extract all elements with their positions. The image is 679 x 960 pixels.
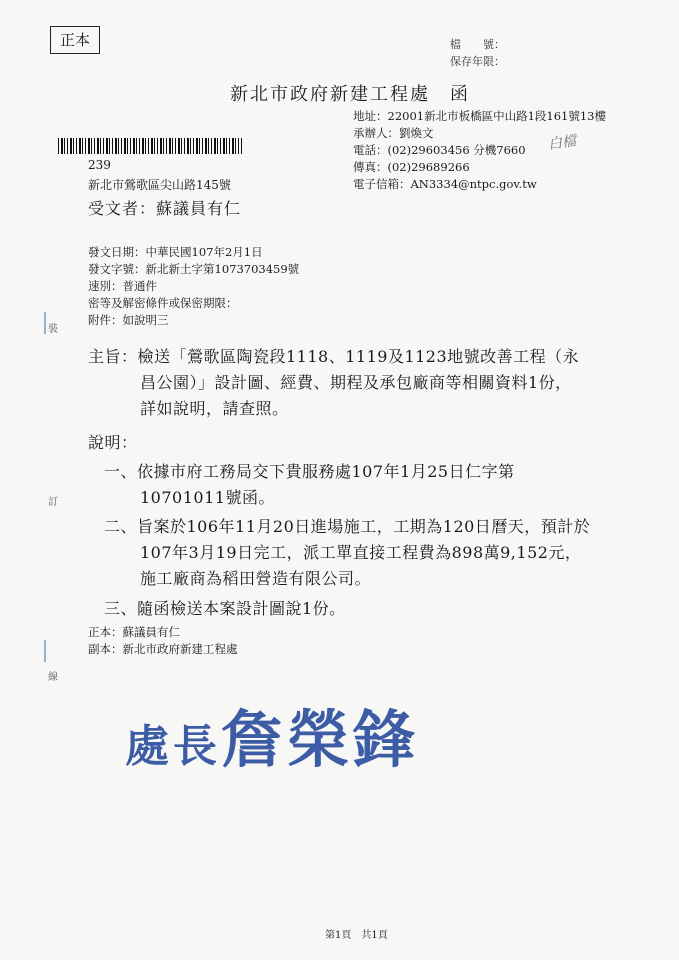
delivery-speed: 速別：普通件 [88, 279, 157, 293]
handwritten-note: 白檔 [547, 133, 578, 153]
file-number-label: 檔 號： [450, 38, 505, 51]
contact-address: 地址：22001新北市板橋區中山路1段161號13樓 [353, 109, 606, 123]
subject-line-3: 詳如說明，請查照。 [140, 399, 289, 418]
binding-mark-zhuang: 裝 [48, 324, 58, 335]
page-indicator: 第1頁 共1頁 [325, 930, 388, 941]
binding-tick [44, 640, 46, 662]
explanation-item-3: 三、隨函檢送本案設計圖說1份。 [104, 599, 346, 618]
contact-email: 電子信箱：AN3334@ntpc.gov.tw [353, 177, 537, 191]
copy-mark: 正本 [50, 26, 100, 54]
copy-recipient: 副本：新北市政府新建工程處 [88, 642, 238, 656]
binding-tick [44, 312, 46, 334]
explanation-heading: 說明： [88, 433, 138, 452]
attachment: 附件：如說明三 [88, 313, 169, 327]
recipient-address: 新北市鶯歌區尖山路145號 [88, 178, 231, 192]
original-recipient: 正本：蘇議員有仁 [88, 625, 180, 639]
retention-label: 保存年限： [450, 55, 505, 68]
explanation-item-1-cont: 10701011號函。 [140, 488, 275, 507]
recipient: 受文者：蘇議員有仁 [88, 199, 242, 218]
subject-line-2: 昌公園）」設計圖、經費、期程及承包廠商等相關資料1份， [140, 373, 572, 392]
seal-title: 處長 [125, 721, 221, 772]
director-seal [125, 690, 419, 779]
barcode [58, 138, 242, 154]
subject-line-1: 主旨：檢送「鶯歌區陶瓷段1118、1119及1123地號改善工程（永 [88, 347, 580, 366]
explanation-item-1: 一、依據市府工務局交下貴服務處107年1月25日仁字第 [104, 462, 515, 481]
explanation-item-2-cont: 施工廠商為稻田營造有限公司。 [140, 569, 372, 588]
contact-handler: 承辦人：劉煥文 [353, 126, 434, 140]
secrecy-level: 密等及解密條件或保密期限： [88, 296, 238, 310]
binding-mark-xian: 線 [48, 672, 58, 683]
document-number: 發文字號：新北新土字第1073703459號 [88, 262, 300, 276]
explanation-item-2: 二、旨案於106年11月20日進場施工，工期為120日曆天，預計於 [104, 517, 591, 536]
recipient-zip: 239 [88, 158, 111, 172]
issue-date: 發文日期：中華民國107年2月1日 [88, 245, 263, 259]
contact-fax: 傳真：(02)29689266 [353, 160, 470, 174]
document-title: 新北市政府新建工程處 函 [230, 84, 470, 105]
contact-phone: 電話：(02)29603456 分機7660 [353, 143, 526, 157]
seal-name: 詹榮鋒 [221, 703, 420, 776]
binding-mark-ding: 訂 [48, 497, 58, 508]
explanation-item-2-cont: 107年3月19日完工，派工單直接工程費為898萬9,152元， [140, 543, 582, 562]
